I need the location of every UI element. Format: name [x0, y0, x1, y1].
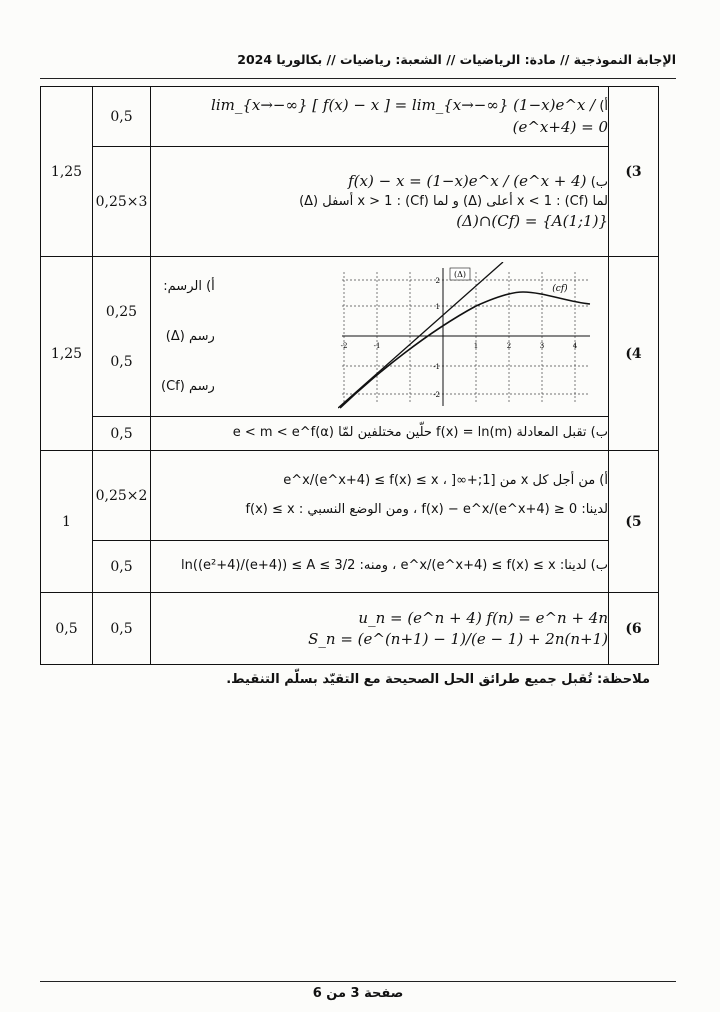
x-tick-label: 3 [539, 341, 545, 350]
total-score: 1 [41, 451, 93, 593]
area-bound-text: ب) لدينا: e^x/(e^x+4) ≤ f(x) ≤ x ، ومنه: ln((e²+4)/(e+4)) ≤ A ≤ 3/2 [181, 558, 608, 574]
delta-label: (Δ) [453, 269, 467, 279]
page-header: الإجابة النموذجية // مادة: الرياضيات // الشعبة: رياضيات // بكالوريا 2024 [237, 52, 676, 67]
part-label: أ) الرسم: [163, 279, 215, 294]
x-tick-label: 4 [572, 341, 578, 350]
relative-position-text: لما x < 1 : (Cf) أعلى (Δ) و لما x > 1 : (Cf) أسفل (Δ) [299, 193, 608, 209]
draw-curve-text: رسم (Cf) [161, 379, 215, 394]
table-row [41, 257, 659, 417]
y-tick-label: -1 [433, 362, 440, 371]
y-tick-label: 2 [435, 276, 440, 285]
y-tick-label: -2 [433, 390, 440, 399]
part-score: 0,5 [93, 417, 151, 451]
table-row [41, 541, 659, 593]
grading-table [40, 86, 659, 665]
part-score-curve: 0,5 [110, 353, 133, 370]
graph-svg [338, 262, 598, 410]
x-tick-label: -2 [340, 341, 348, 350]
answer-cell [151, 451, 609, 541]
header-divider [40, 78, 676, 79]
grading-note: ملاحظة: تُقبل جميع طرائق الحل الصحيحة مع التقيّد بسلّم التنقيط. [226, 672, 650, 687]
sequence-formula: u_n = (e^n + 4) f(n) = e^n + 4n [358, 608, 608, 627]
y-tick-label: 1 [435, 302, 440, 311]
answer-cell [151, 593, 609, 665]
part-score: 0,25×2 [93, 451, 151, 541]
answer-cell [151, 541, 609, 593]
footer-divider [40, 981, 676, 982]
sum-formula: S_n = (e^(n+1) − 1)/(e − 1) + 2n(n+1) [308, 629, 608, 648]
table-row [41, 593, 659, 665]
x-tick-label: -1 [373, 341, 381, 350]
limit-expression: lim_{x→−∞} [ f(x) − x ] = lim_{x→−∞} (1−x)e^x / (e^x+4) = 0 [211, 96, 608, 136]
question-number: (4 [609, 257, 659, 451]
intersection-text: (Δ)∩(Cf) = {A(1;1)} [456, 211, 608, 230]
answer-cell [151, 257, 609, 417]
page-number: صفحة 3 من 6 [312, 986, 404, 1001]
table-row [41, 147, 659, 257]
draw-delta-text: رسم (Δ) [165, 329, 215, 344]
table-row [41, 451, 659, 541]
function-graph [338, 262, 598, 412]
part-label: أ) [599, 99, 608, 115]
answer-cell [151, 147, 609, 257]
total-score: 1,25 [41, 257, 93, 451]
delta-line [338, 262, 503, 408]
total-score: 0,5 [41, 593, 93, 665]
question-number: (3 [609, 87, 659, 257]
equation-solutions-text: ب) تقبل المعادلة f(x) = ln(m) حلّين مختلفين لمّا e < m < e^f(α) [232, 425, 608, 441]
part-score-delta: 0,25 [105, 303, 138, 320]
x-tick-label: 1 [473, 341, 479, 350]
proof-text: لدينا: f(x) − e^x/(e^x+4) ≥ 0 ، ومن الوضع النسبي : f(x) ≤ x [245, 501, 608, 517]
difference-expression: f(x) − x = (1−x)e^x / (e^x + 4) [348, 172, 587, 191]
part-label: ب) [590, 175, 608, 191]
answer-cell [151, 417, 609, 451]
table-row [41, 87, 659, 147]
total-score: 1,25 [41, 87, 93, 257]
question-number: (6 [609, 593, 659, 665]
part-score [93, 257, 151, 417]
part-score: 0,5 [93, 593, 151, 665]
part-score: 0,5 [93, 87, 151, 147]
part-score: 0,5 [93, 541, 151, 593]
answer-cell [151, 87, 609, 147]
cf-curve [340, 292, 590, 408]
cf-label: (cf) [552, 283, 568, 294]
question-number: (5 [609, 451, 659, 593]
inequality-text: أ) من أجل كل x من [1;+∞[ ، e^x/(e^x+4) ≤ f(x) ≤ x [283, 472, 608, 488]
part-score: 0,25×3 [93, 147, 151, 257]
table-row [41, 417, 659, 451]
x-tick-label: 2 [506, 341, 512, 350]
